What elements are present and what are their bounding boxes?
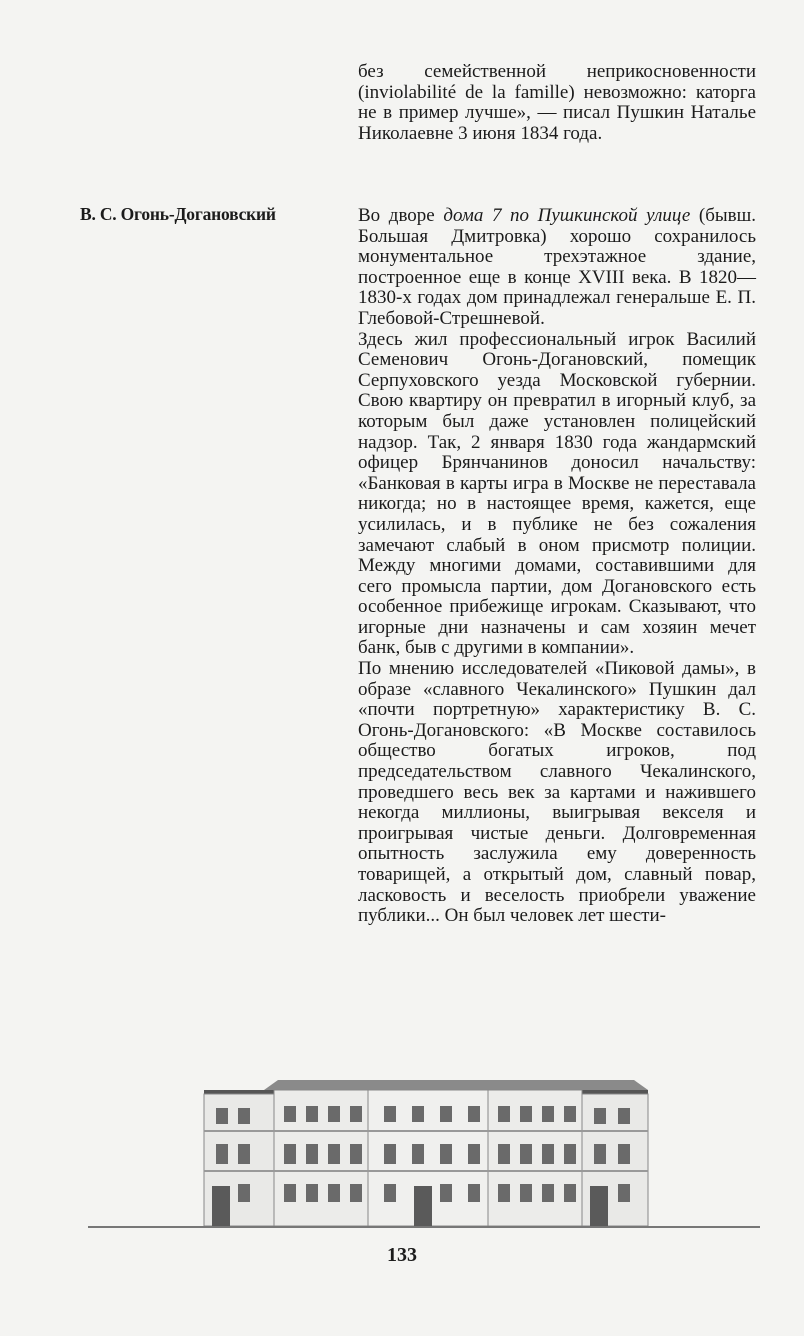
ground-line — [88, 1226, 760, 1228]
intro-text: без семейственной неприкосновенности (inviolabilité de la famille) невозможно: каторга не в пример лучше», — писал Пушкин Наталье Николаевне 3 июня 1834 года. — [358, 61, 756, 144]
intro-paragraph — [358, 62, 756, 144]
page-number: 133 — [387, 1244, 417, 1266]
lead-before: Во дворе — [358, 205, 444, 226]
side-heading: В. С. Огонь-Догановский — [80, 204, 276, 224]
paragraph-2: Здесь жил профессиональный игрок Василий Семенович Огонь-Догановский, помещик Серпуховского уезда Московской губернии. Свою квартиру он превратил в игорный клуб, за которым был даже установлен полицейский надзор. Так, 2 января 1830 года жандармский офицер Брянчанинов доносил начальству: «Банковая в карты игра в Москве не переставала никогда; но в настоящее время, кажется, еще усилилась, и в публике не без сожаления замечают слабый в оном присмотр полиции. Между многими домами, составившими для сего промысла партии, дом Догановского есть особенное прибежище игрокам. Сказывают, что игорные дни назначены и сам хозяин мечет банк, быв с другими в компании». — [358, 328, 756, 659]
building-illustration — [88, 1072, 760, 1232]
door-center — [414, 1186, 432, 1226]
paragraph-3: По мнению исследователей «Пиковой дамы», в образе «славного Чекалинского» Пушкин дал «почти портретную» характеристику В. С. Огонь-Догановского: «В Москве составилось общество богатых игроков, под председательством славного Чекалинского, проведшего весь век за картами и нажившего некогда миллионы, выигрывая векселя и проигрывая чистые деньги. Долговременная опытность заслужила ему доверенность товарищей, а открытый дом, славный повар, ласковость и веселость приобрели уважение публики... Он был человек лет шести- — [358, 658, 756, 927]
paragraph-1 — [358, 206, 756, 330]
door-right — [590, 1186, 608, 1226]
address-italic: дома 7 по Пушкинской улице — [443, 205, 691, 226]
main-text — [358, 206, 756, 927]
door-left — [212, 1186, 230, 1226]
lead-after: (бывш. Большая Дмитровка) хорошо сохранилось монументальное трехэтажное здание, построенное еще в конце XVIII века. В 1820—1830-х годах дом принадлежал генеральше Е. П. Глебовой-Стрешневой. — [358, 205, 756, 329]
